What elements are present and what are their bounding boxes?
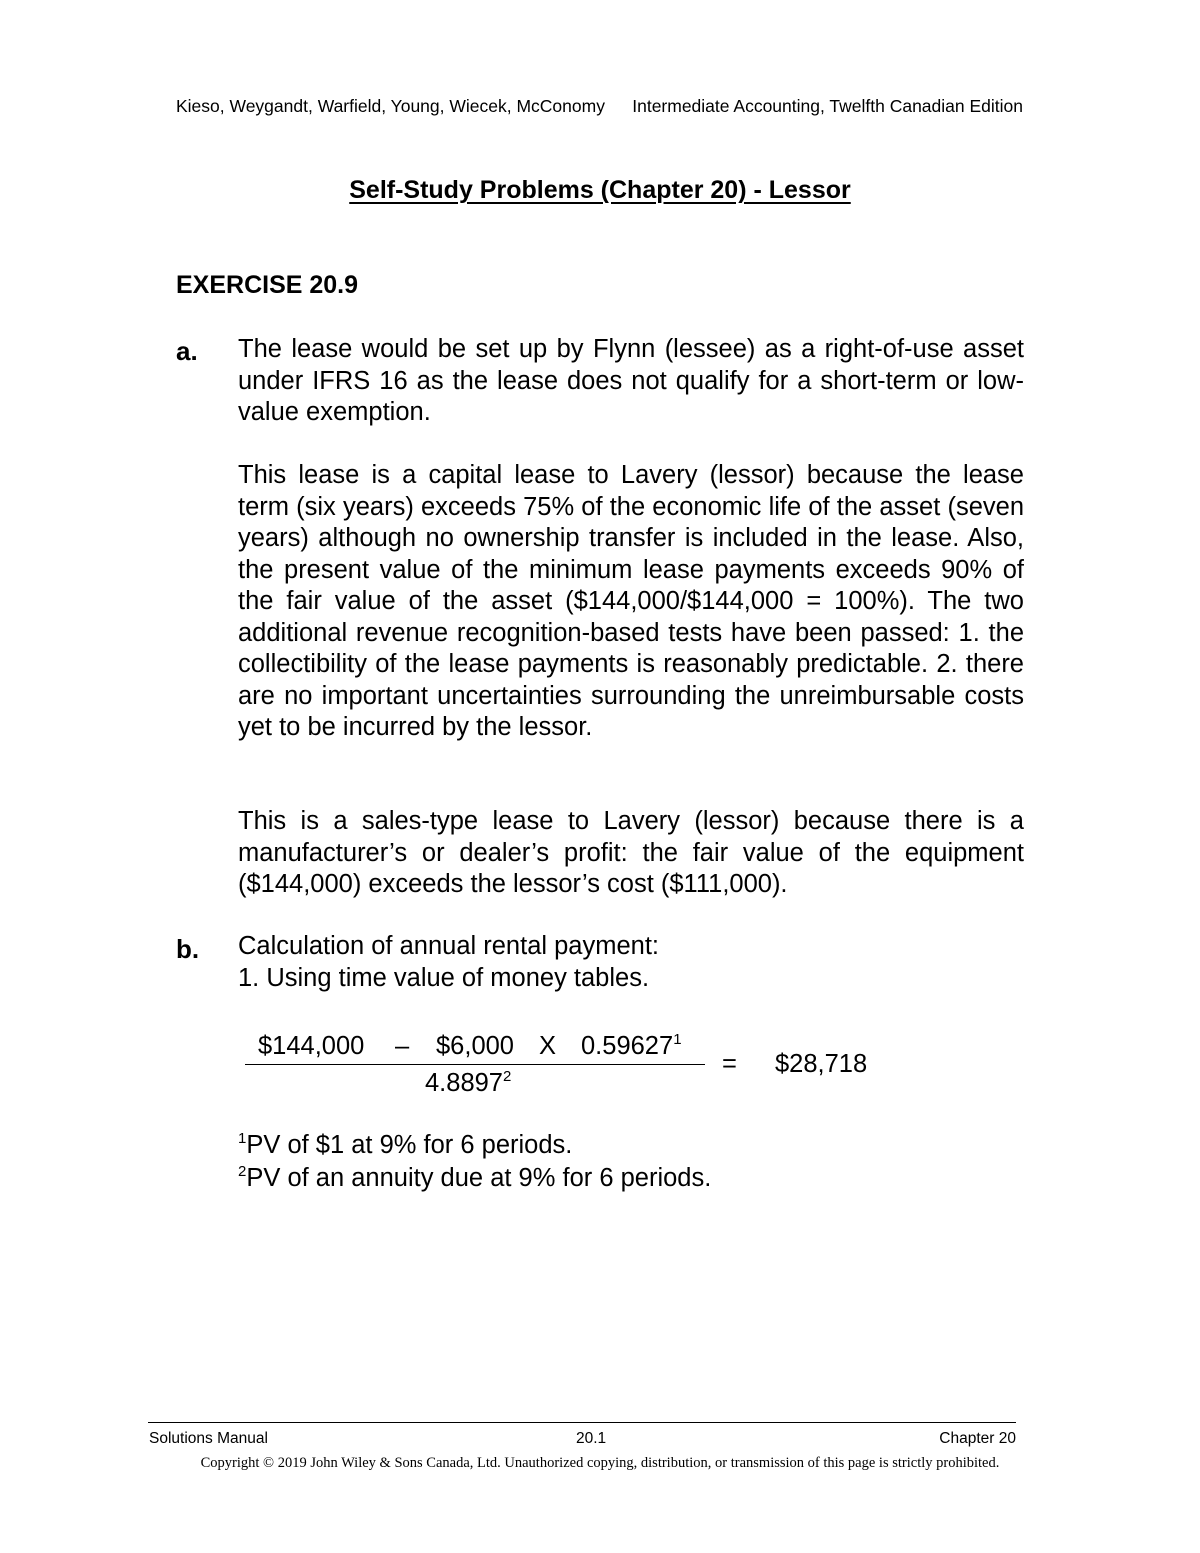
formula-times-sign: X — [539, 1032, 557, 1060]
running-header-authors: Kieso, Weygandt, Warfield, Young, Wiecek, McConomy — [176, 96, 605, 116]
copyright-notice: Copyright © 2019 John Wiley & Sons Canada, Ltd. Unauthorized copying, distribution, or transmission of this page is strictly prohibited. — [200, 1455, 1000, 1471]
footnote-2: $^2$PV of an annuity due at 9% for 6 periods. — [238, 1163, 712, 1192]
part-a-paragraph-3: This is a sales-type lease to Lavery (lessor) because there is a manufacturer’s or dealer’s profit: the fair value of the equipment ($144,000) exceeds the lessor’s cost ($111,000). — [238, 807, 1024, 898]
footnote-mark: 2 — [238, 1163, 247, 1180]
footer-rule — [148, 1422, 1016, 1423]
part-b-line-1: Calculation of annual rental payment: — [238, 932, 660, 960]
footnote-mark: 1 — [238, 1130, 247, 1147]
running-header-book-title: Intermediate Accounting, Twelfth Canadian Edition — [632, 96, 1023, 116]
footer-left: Solutions Manual — [149, 1430, 268, 1447]
footer-right: Chapter 20 — [939, 1430, 1016, 1447]
formula-residual-value: $6,000 — [436, 1032, 514, 1060]
footnote-1: $^1$PV of $1 at 9% for 6 periods. — [238, 1130, 573, 1159]
part-b-label: b. — [176, 934, 200, 964]
formula-fair-value: $144,000 — [258, 1032, 365, 1060]
part-b-line-2: 1. Using time value of money tables. — [238, 964, 650, 992]
fraction-bar — [245, 1064, 705, 1065]
part-a-paragraph-2: This lease is a capital lease to Lavery (lessor) because the lease term (six years) exceeds 75% of the economic life of the asset (seven years) although no ownership transfer is included in the lease. Also, the present value of the minimum lease payments exceeds 90% of the fair value of the asset ($144,000/$144,000 = 100%). The two additional revenue recognition-based tests have been passed: 1. the collectibility of the lease payments is reasonably predictable. 2. there are no important uncertainties surrounding the unreimbursable costs yet to be incurred by the lessor. — [238, 461, 1024, 741]
exercise-heading: EXERCISE 20.9 — [176, 271, 359, 299]
formula-annuity-factor: 4.8897$^2$ — [425, 1068, 512, 1097]
formula-minus-sign: – — [395, 1032, 410, 1060]
part-a-label: a. — [176, 336, 198, 366]
footer-page-number: 20.1 — [576, 1430, 607, 1447]
formula-pv-factor: 0.59627$^1$ — [581, 1031, 682, 1060]
formula-equals-sign: = — [722, 1050, 737, 1078]
page-title: Self-Study Problems (Chapter 20) - Lessor — [349, 176, 851, 204]
footnote-mark: 2 — [503, 1068, 512, 1085]
footnote-mark: 1 — [673, 1031, 682, 1048]
formula-result: $28,718 — [775, 1050, 868, 1078]
part-a-paragraph-1: The lease would be set up by Flynn (lessee) as a right-of-use asset under IFRS 16 as the lease does not qualify for a short-term or low-value exemption. — [238, 335, 1024, 426]
